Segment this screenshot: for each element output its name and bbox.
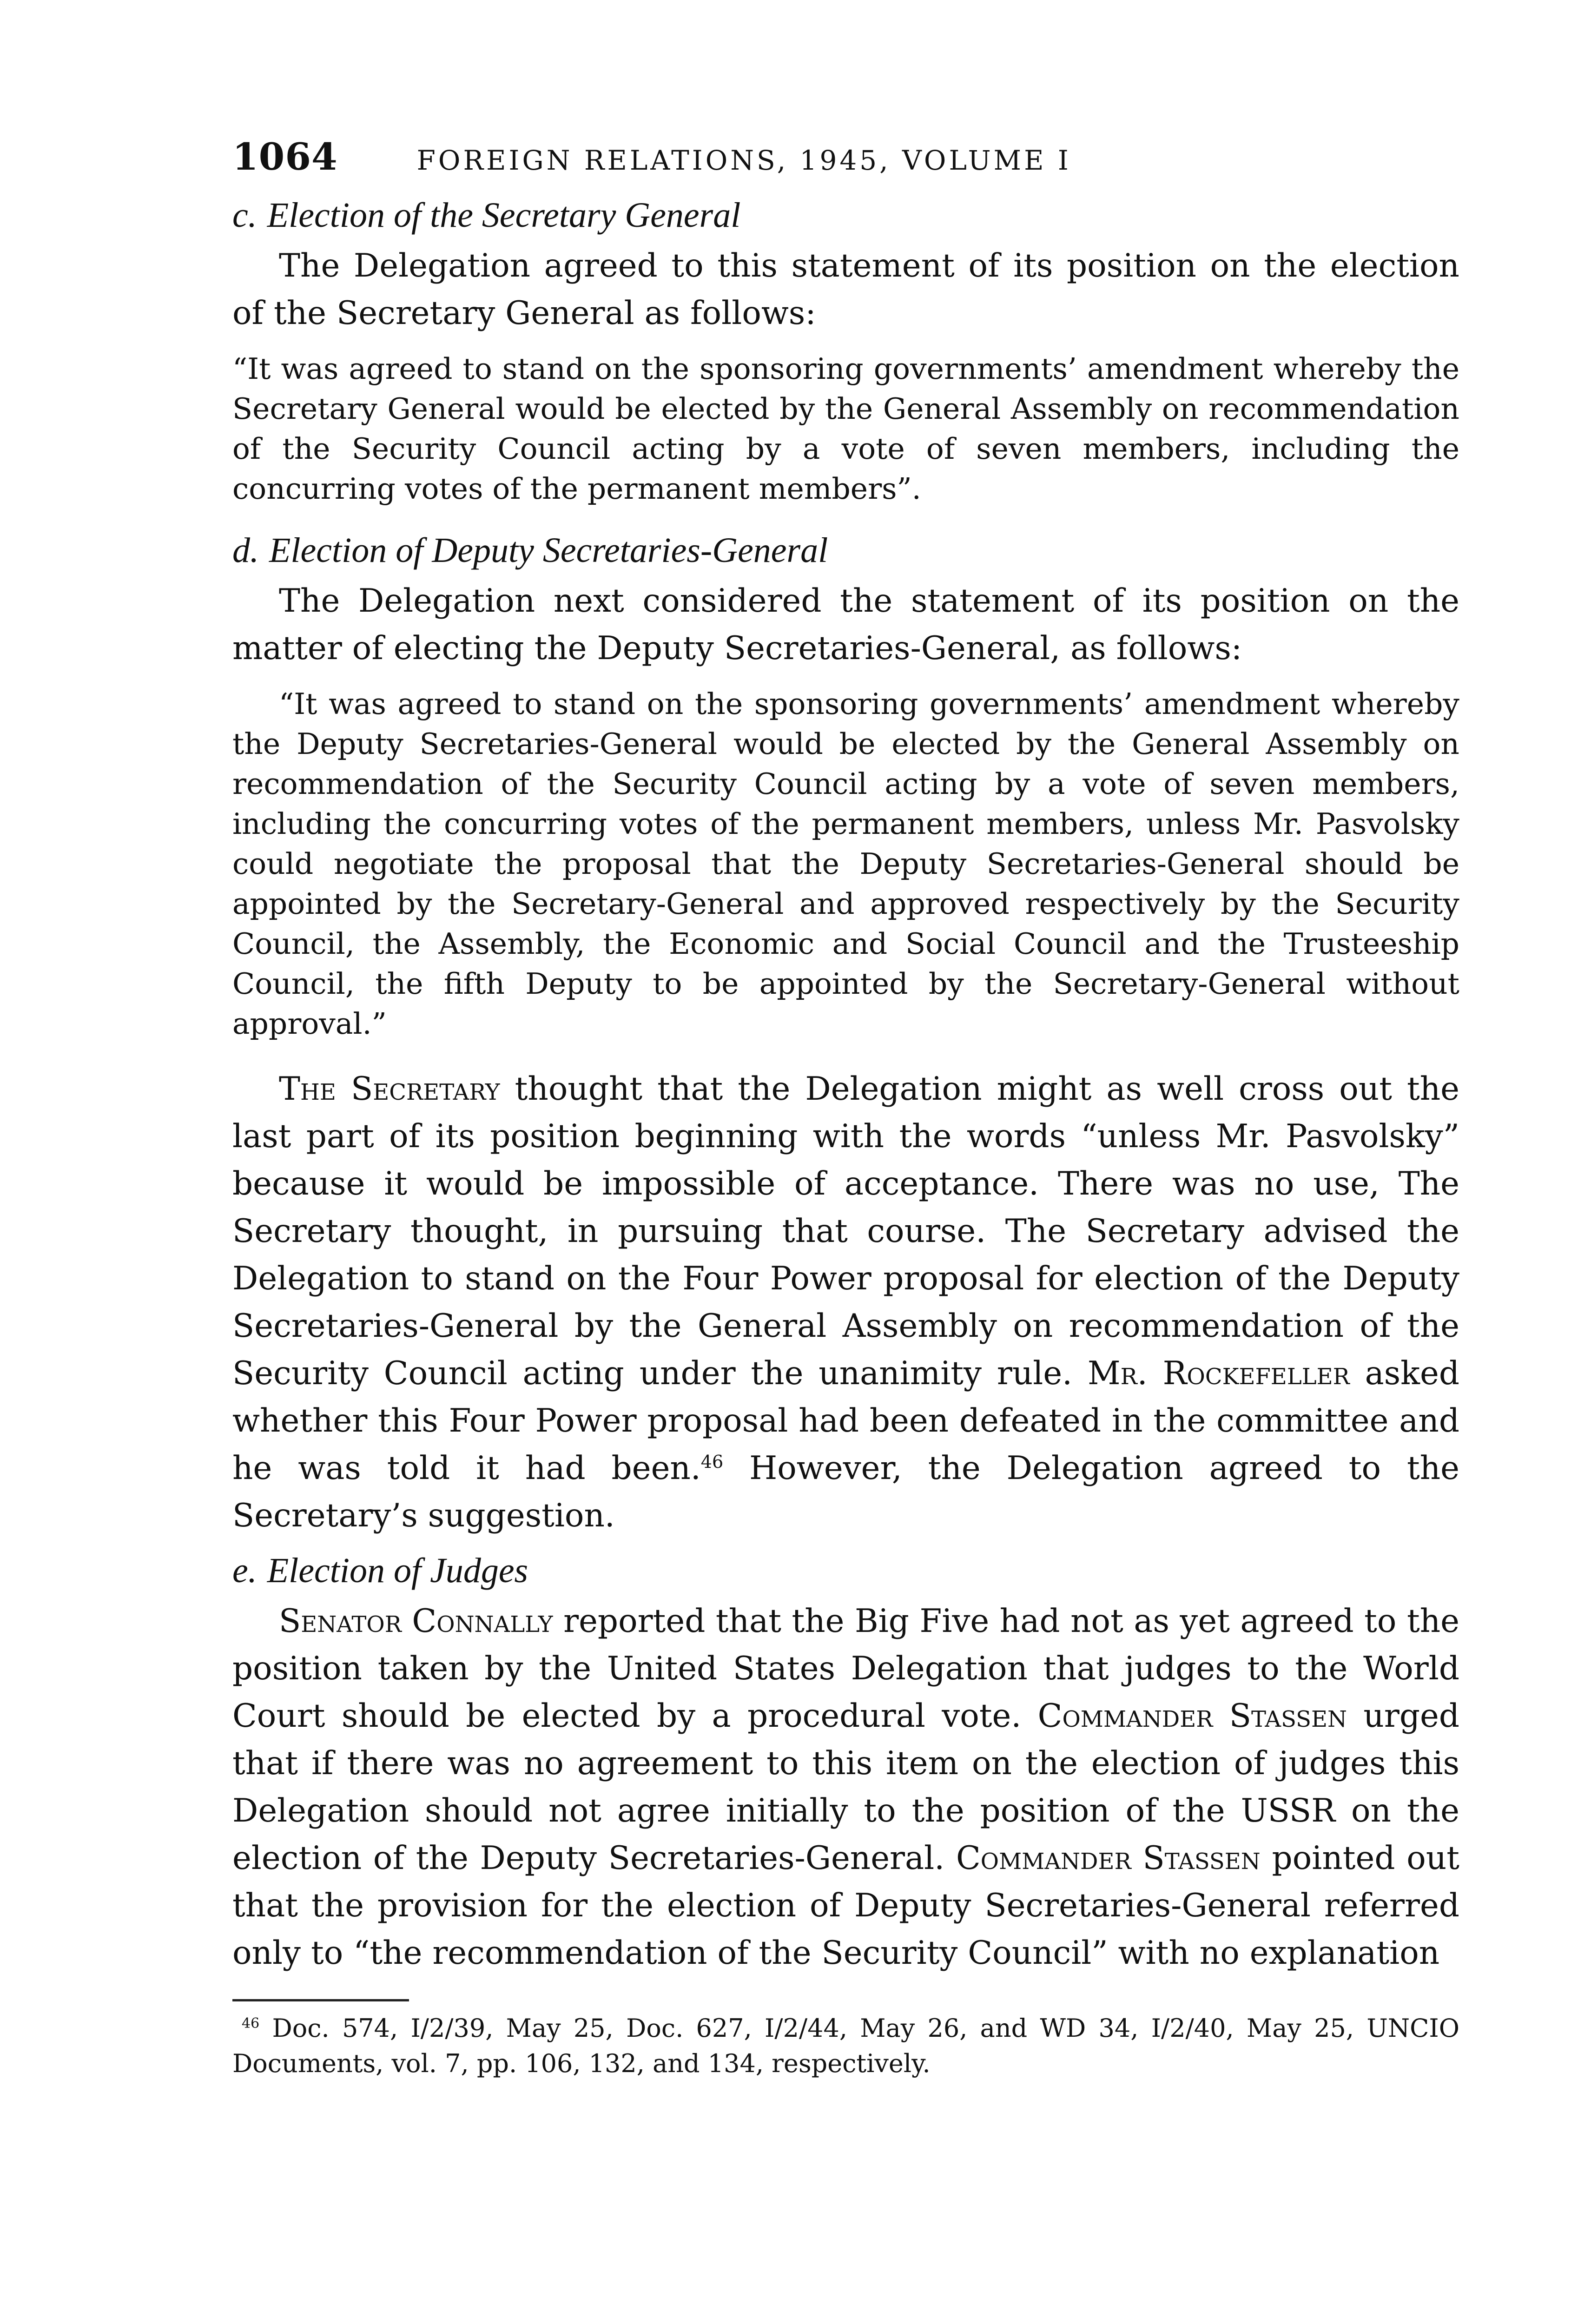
speaker-mr-rockefeller: Mr. Rockefeller xyxy=(1087,1355,1350,1392)
speaker-senator-connally: Senator Connally xyxy=(279,1603,553,1640)
page-number: 1064 xyxy=(232,135,338,178)
paragraph-text: urged that if there was no agreement to this item on the election of judges this Delegation should not agree initially to the position of the USSR on the election of the Deputy Secretaries-General. xyxy=(232,1697,1459,1877)
paragraph-text: pointed out that the provision for the election of Deputy Secretaries-General referred only to “the recommendation of the Security Council” with no explanation xyxy=(232,1840,1459,1972)
section-c-title: Election of the Secretary General xyxy=(267,196,741,235)
section-e-heading xyxy=(232,1551,1459,1591)
footnote-reference: 46 xyxy=(700,1452,724,1472)
section-c-heading xyxy=(232,195,1459,236)
page-header xyxy=(232,135,1459,178)
speaker-the-secretary: The Secretary xyxy=(279,1070,500,1108)
section-d-title: Election of Deputy Secretaries-General xyxy=(269,531,828,570)
footnote-46 xyxy=(232,2011,1459,2081)
footnote-divider xyxy=(232,1999,409,2001)
section-e-letter: e. xyxy=(232,1551,257,1590)
section-c-intro: The Delegation agreed to this statement of its position on the election of the Secretary General as follows: xyxy=(232,247,1459,332)
paragraph-text: asked whether this Four Power proposal had been defeated in the committee and he was told it had been. xyxy=(232,1355,1459,1487)
section-d-heading xyxy=(232,530,1459,571)
section-d-paragraph xyxy=(232,1065,1459,1539)
section-e-title: Election of Judges xyxy=(267,1551,528,1590)
section-d-intro: The Delegation next considered the statement of its position on the matter of electing the Deputy Secretaries-General, as follows: xyxy=(232,582,1459,667)
footnote-number: 46 xyxy=(242,2015,260,2032)
speaker-commander-stassen: Commander Stassen xyxy=(956,1840,1261,1877)
footnote-text: Doc. 574, I/2/39, May 25, Doc. 627, I/2/44, May 26, and WD 34, I/2/40, May 25, UNCIO Documents, vol. 7, pp. 106, 132, and 134, respectively. xyxy=(232,2014,1460,2078)
paragraph-text: reported that the Big Five had not as yet agreed to the position taken by the United States Delegation that judges to the World Court should be elected by a procedural vote. xyxy=(232,1603,1459,1735)
section-c-quote: “It was agreed to stand on the sponsoring governments’ amendment whereby the Secretary General would be elected by the General Assembly on recommendation of the Security Council acting by a vote of seven members, including the concurring votes of the permanent members”. xyxy=(232,352,1459,506)
section-d-letter: d. xyxy=(232,531,259,570)
section-c-letter: c. xyxy=(232,196,257,235)
section-e-paragraph xyxy=(232,1598,1459,1977)
section-d-quote: “It was agreed to stand on the sponsoring governments’ amendment whereby the Deputy Secretaries-General would be elected by the General Assembly on recommendation of the Security Council acting by a vote of seven members, including the concurring votes of the permanent members, unless Mr. Pasvolsky could negotiate the proposal that the Deputy Secretaries-General should be appointed by the Secretary-General and approved respectively by the Security Council, the Assembly, the Economic and Social Council and the Trusteeship Council, the fifth Deputy to be appointed by the Secretary-General without approval.” xyxy=(232,687,1459,1041)
running-head: FOREIGN RELATIONS, 1945, VOLUME I xyxy=(416,145,1071,176)
speaker-commander-stassen: Commander Stassen xyxy=(1037,1697,1347,1735)
paragraph-text: However, the Delegation agreed to the Secretary’s suggestion. xyxy=(232,1450,1459,1534)
document-page xyxy=(232,135,1459,2081)
paragraph-text: thought that the Delegation might as well cross out the last part of its position beginning with the words “unless Mr. Pasvolsky” because it would be impossible of acceptance. There was no use, The Secretary thought, in pursuing that course. The Secretary advised the Delegation to stand on the Four Power proposal for election of the Deputy Secretaries-General by the General Assembly on recommendation of the Security Council acting under the unanimity rule. xyxy=(232,1070,1459,1392)
